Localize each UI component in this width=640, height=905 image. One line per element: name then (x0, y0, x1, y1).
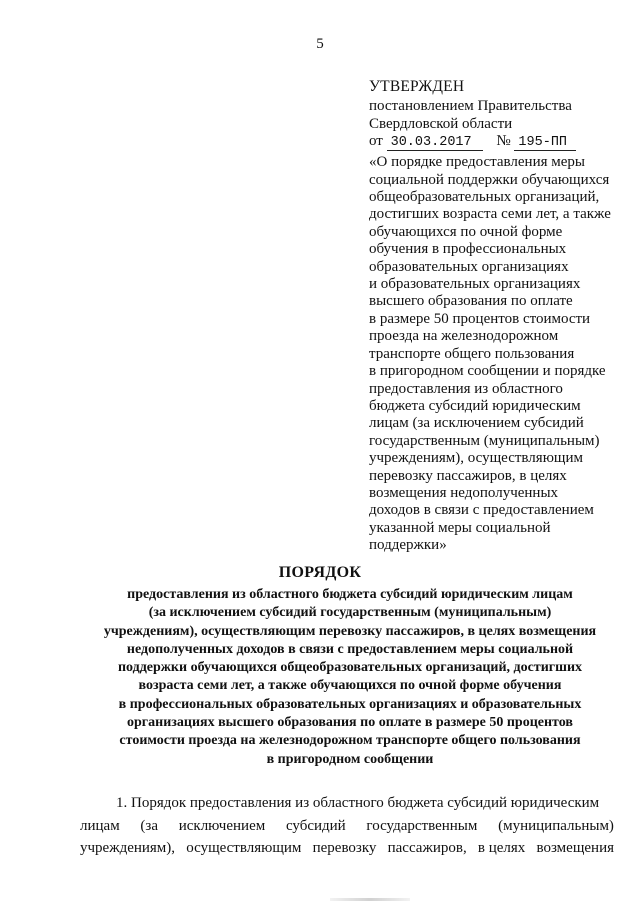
quote-line: обучающихся по очной форме (369, 223, 563, 240)
subheading-line: возраста семи лет, а также обучающихся по очной форме обучения (138, 678, 562, 694)
approval-date-number-line (369, 133, 631, 151)
quote-line: транспорте общего пользования (369, 345, 575, 362)
date-prefix: от (369, 133, 383, 150)
quote-line: возмещения недополученных (369, 484, 559, 501)
quote-line: указанной меры социальной (369, 519, 551, 536)
body-word: пассажиров, (387, 840, 467, 856)
approval-stamp-block (369, 78, 631, 555)
body-word: перевозку (312, 840, 377, 856)
document-subheading (74, 586, 626, 769)
quote-line: обучения в профессиональных (369, 241, 567, 258)
quote-line: в размере 50 процентов стоимости (369, 310, 591, 327)
quote-line: лицам (за исключением субсидий (369, 415, 584, 432)
subheading-line: организациях высшего образования по оплате в размере 50 процентов (127, 715, 573, 731)
quote-line: проезда на железнодорожном (369, 328, 559, 345)
subheading-line: учреждениям), осуществляющим перевозку пассажиров, в целях возмещения (103, 623, 597, 639)
quote-line: в пригородном сообщении и порядке (369, 363, 606, 380)
body-line-1 (80, 792, 614, 815)
quote-line: и образовательных организациях (369, 276, 581, 293)
body-word: государственным (366, 817, 478, 834)
body-word: осуществляющим (186, 840, 302, 856)
quote-line: государственным (муниципальным) (369, 432, 600, 449)
document-heading: ПОРЯДОК (278, 564, 362, 581)
body-word: исключением (178, 817, 266, 834)
approval-line-1: постановлением Правительства (369, 98, 572, 115)
approval-number: 195-ПП (514, 136, 576, 151)
body-word: возмещения (536, 840, 614, 856)
body-paragraph (80, 792, 614, 860)
subheading-line: стоимости проезда на железнодорожном транспорте общего пользования (119, 733, 581, 749)
approval-title: УТВЕРЖДЕН (369, 78, 465, 95)
quote-line: предоставления из областного (369, 380, 563, 397)
body-line-3 (80, 837, 614, 860)
scan-artifact (330, 898, 410, 901)
subheading-line: поддержки обучающихся общеобразовательных организаций, достигших (117, 660, 583, 676)
quote-line: общеобразовательных организаций, (369, 189, 600, 206)
quote-line: «О порядке предоставления меры (369, 154, 585, 171)
body-word: лицам (80, 817, 120, 834)
page-number: 5 (316, 36, 324, 52)
approval-quote (369, 154, 631, 554)
body-word: (за (140, 817, 158, 834)
approval-line-2: Свердловской области (369, 115, 513, 132)
quote-line: бюджета субсидий юридическим (369, 397, 581, 414)
quote-line: высшего образования по оплате (369, 293, 573, 310)
body-word: учреждениям), (80, 840, 176, 856)
quote-line: образовательных организациях (369, 258, 569, 275)
subheading-line: предоставления из областного бюджета субсидий юридическим лицам (127, 587, 573, 602)
body-line-text: 1. Порядок предоставления из областного бюджета субсидий юридическим (116, 795, 600, 811)
approval-date: 30.03.2017 (387, 136, 483, 151)
body-word: субсидий (285, 817, 346, 834)
body-word: (муниципальным) (498, 817, 614, 834)
number-prefix: № (496, 133, 511, 150)
quote-line: перевозку пассажиров, в целях (369, 467, 567, 484)
quote-line: достигших возраста семи лет, а также (369, 206, 611, 223)
body-word: в целях (477, 840, 526, 856)
quote-line: учреждениям), осуществляющим (369, 450, 583, 467)
subheading-line: (за исключением субсидий государственным (муниципальным) (148, 605, 552, 621)
body-line-2 (80, 815, 614, 838)
quote-line: поддержки» (369, 537, 447, 554)
subheading-line: в профессиональных образовательных организациях и образовательных (118, 696, 582, 712)
subheading-line: в пригородном сообщении (266, 751, 434, 767)
quote-line: социальной поддержки обучающихся (369, 171, 610, 188)
subheading-line: недополученных доходов в связи с предоставлением меры социальной (126, 641, 574, 657)
quote-line: доходов в связи с предоставлением (369, 502, 594, 519)
